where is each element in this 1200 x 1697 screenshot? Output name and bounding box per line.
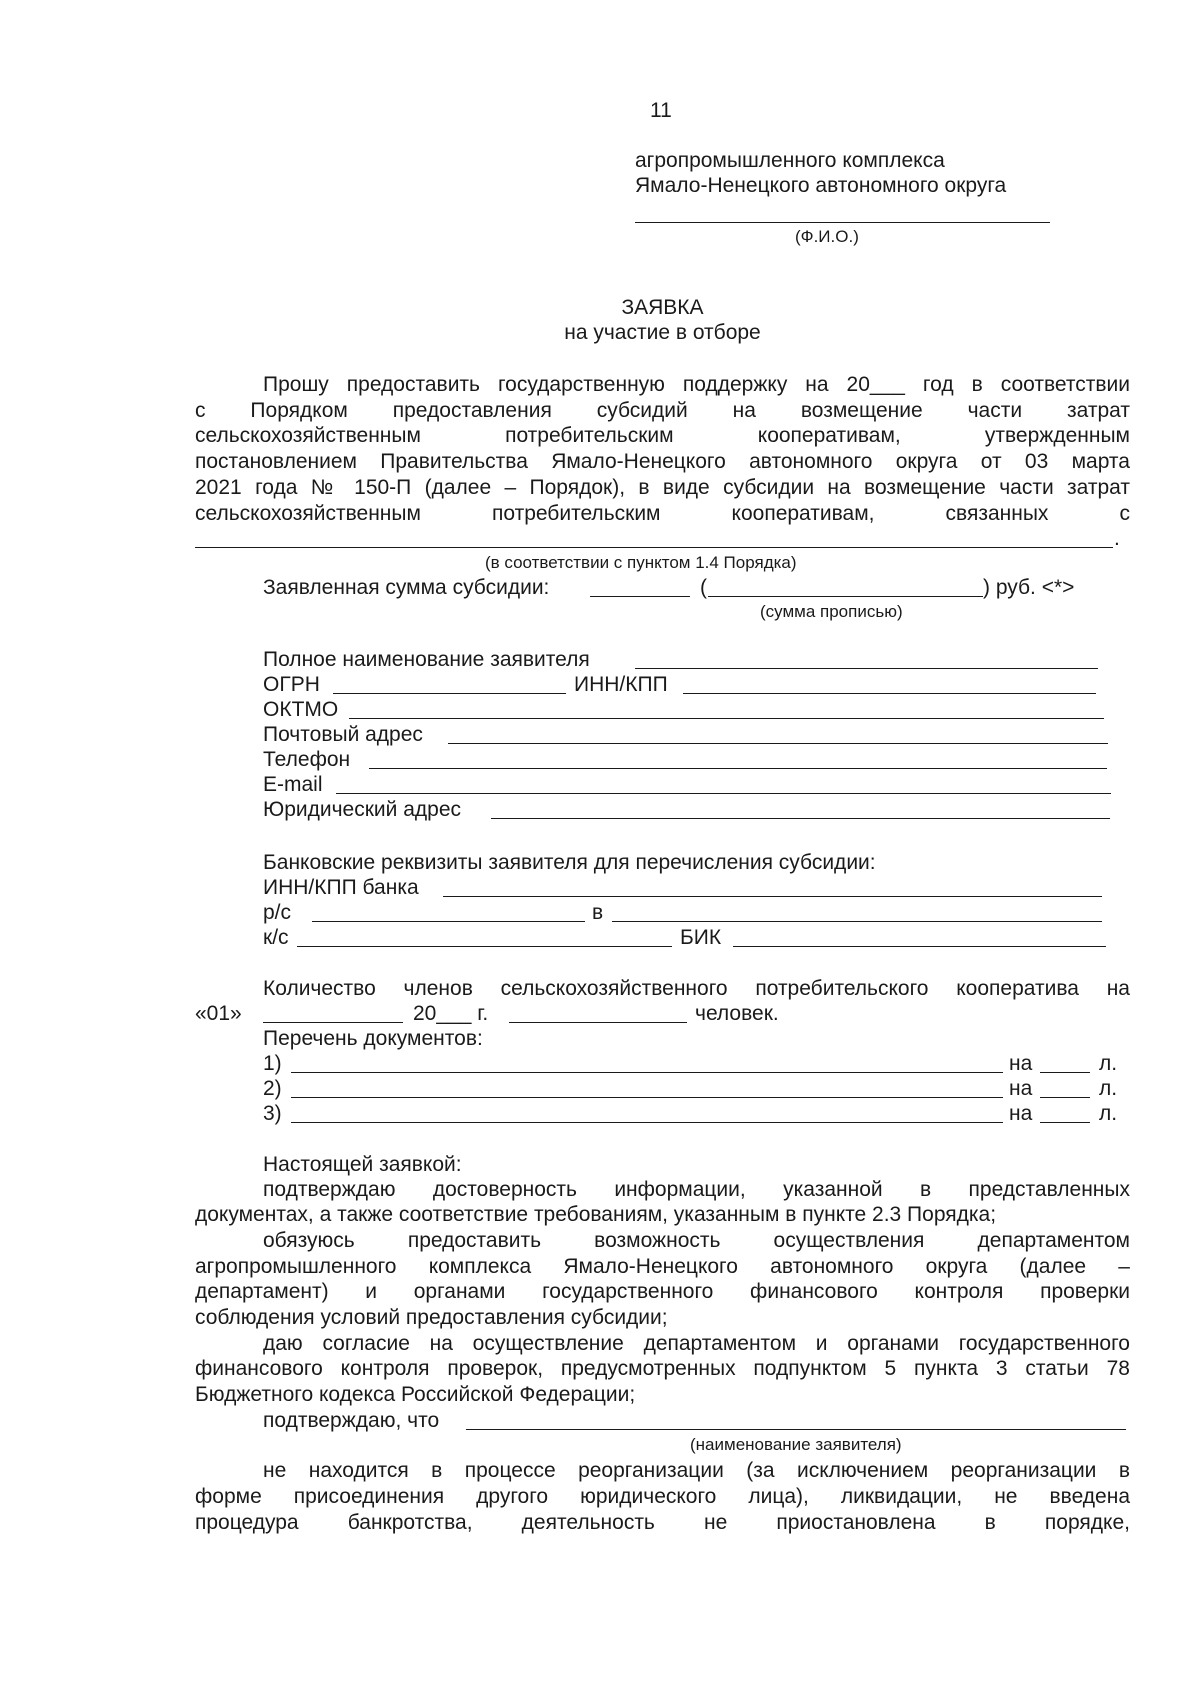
document-item-3-l: л. <box>1099 1102 1118 1125</box>
document-item-1-field[interactable] <box>291 1072 1003 1073</box>
email-field[interactable] <box>336 793 1111 794</box>
bank-name-field[interactable] <box>612 921 1102 922</box>
phone-label: Телефон <box>263 748 351 771</box>
members-year: 20___ г. <box>413 1002 489 1025</box>
rs-field[interactable] <box>312 921 585 922</box>
declaration-p2-line-2: агропромышленного комплекса Ямало-Ненецкого автономного округа (далее – <box>195 1255 1130 1278</box>
members-line-1: Количество членов сельскохозяйственного потребительского кооператива на <box>263 977 1130 1000</box>
applicant-name-field[interactable] <box>466 1429 1126 1430</box>
amount-open-paren: ( <box>700 576 707 599</box>
document-item-3-field[interactable] <box>291 1122 1003 1123</box>
declaration-p4-label: подтверждаю, что <box>263 1409 440 1432</box>
oktmo-label: ОКТМО <box>263 698 339 721</box>
declaration-p2-line-4: соблюдения условий предоставления субсидии; <box>195 1306 668 1329</box>
document-item-2-pages-field[interactable] <box>1040 1097 1090 1098</box>
members-people: человек. <box>695 1002 779 1025</box>
oktmo-field[interactable] <box>349 718 1104 719</box>
ogrn-field[interactable] <box>333 693 566 694</box>
bik-label: БИК <box>680 926 722 949</box>
declaration-p5-line-3: процедура банкротства, деятельность не приостановлена в порядке, <box>195 1511 1130 1534</box>
declaration-p2-line-3: департамент) и органами государственного финансового контроля проверки <box>195 1280 1130 1303</box>
document-item-3-num: 3) <box>263 1102 282 1125</box>
declaration-heading: Настоящей заявкой: <box>263 1153 462 1176</box>
fio-blank-line <box>635 222 1050 223</box>
declaration-p3-line-3: Бюджетного кодекса Российской Федерации; <box>195 1383 636 1406</box>
declaration-p1-line-1: подтверждаю достоверность информации, указанной в представленных <box>263 1178 1130 1201</box>
header-line-1: агропромышленного комплекса <box>635 149 945 172</box>
bank-in-label: в <box>592 901 604 924</box>
intro-line-2: с Порядком предоставления субсидий на возмещение части затрат <box>195 399 1130 422</box>
amount-words-field[interactable] <box>708 596 983 597</box>
declaration-p2-line-1: обязуюсь предоставить возможность осуществления департаментом <box>263 1229 1130 1252</box>
document-item-3-na: на <box>1009 1102 1033 1125</box>
document-title: ЗАЯВКА <box>621 296 704 319</box>
document-item-2-num: 2) <box>263 1077 282 1100</box>
bank-inn-kpp-label: ИНН/КПП банка <box>263 876 419 899</box>
document-item-1-num: 1) <box>263 1052 282 1075</box>
fio-caption: (Ф.И.О.) <box>795 227 859 246</box>
postal-address-label: Почтовый адрес <box>263 723 423 746</box>
document-item-3-pages-field[interactable] <box>1040 1122 1090 1123</box>
purpose-blank-end: . <box>1114 527 1120 550</box>
document-item-1-na: на <box>1009 1052 1033 1075</box>
ogrn-label: ОГРН <box>263 673 320 696</box>
bank-heading: Банковские реквизиты заявителя для перечисления субсидии: <box>263 851 876 874</box>
full-name-label: Полное наименование заявителя <box>263 648 590 671</box>
purpose-caption: (в соответствии с пунктом 1.4 Порядка) <box>485 553 797 572</box>
amount-digits-field[interactable] <box>590 596 690 597</box>
intro-line-3: сельскохозяйственным потребительским кооперативам, утвержденным <box>195 424 1130 447</box>
document-item-1-l: л. <box>1099 1052 1118 1075</box>
inn-kpp-label: ИНН/КПП <box>574 673 668 696</box>
members-month-field[interactable] <box>263 1022 403 1023</box>
intro-line-1: Прошу предоставить государственную поддержку на 20___ год в соответствии <box>263 373 1130 396</box>
purpose-blank-line <box>195 547 1113 548</box>
page-number: 11 <box>650 99 672 122</box>
intro-line-5: 2021 года № 150-П (далее – Порядок), в виде субсидии на возмещение части затрат <box>195 476 1130 499</box>
document-item-2-na: на <box>1009 1077 1033 1100</box>
document-item-2-field[interactable] <box>291 1097 1003 1098</box>
members-count-field[interactable] <box>509 1022 687 1023</box>
legal-address-label: Юридический адрес <box>263 798 462 821</box>
header-line-2: Ямало-Ненецкого автономного округа <box>635 174 1007 197</box>
declaration-p5-line-2: форме присоединения другого юридического лица), ликвидации, не введена <box>195 1485 1130 1508</box>
document-item-2-l: л. <box>1099 1077 1118 1100</box>
amount-close: ) руб. <*> <box>983 576 1075 599</box>
bik-field[interactable] <box>733 946 1106 947</box>
full-name-field[interactable] <box>635 668 1098 669</box>
amount-row <box>263 575 549 600</box>
declaration-p3-line-2: финансового контроля проверок, предусмотренных подпунктом 5 пункта 3 статьи 78 <box>195 1357 1130 1380</box>
members-date-prefix: «01» <box>195 1002 242 1025</box>
amount-caption: (сумма прописью) <box>760 602 903 621</box>
ks-label: к/с <box>263 926 289 949</box>
legal-address-field[interactable] <box>491 818 1110 819</box>
declaration-p5-line-1: не находится в процессе реорганизации (за исключением реорганизации в <box>263 1459 1130 1482</box>
phone-field[interactable] <box>369 768 1107 769</box>
declaration-p3-line-1: даю согласие на осуществление департаментом и органами государственного <box>263 1332 1130 1355</box>
document-item-1-pages-field[interactable] <box>1040 1072 1090 1073</box>
email-label: E-mail <box>263 773 323 796</box>
intro-line-4: постановлением Правительства Ямало-Ненецкого автономного округа от 03 марта <box>195 450 1130 473</box>
applicant-name-caption: (наименование заявителя) <box>690 1435 902 1454</box>
bank-inn-kpp-field[interactable] <box>443 896 1102 897</box>
document-subtitle: на участие в отборе <box>564 321 761 344</box>
ks-field[interactable] <box>297 946 672 947</box>
declaration-p1-line-2: документах, а также соответствие требованиям, указанным в пункте 2.3 Порядка; <box>195 1203 997 1226</box>
inn-kpp-field[interactable] <box>683 693 1096 694</box>
postal-address-field[interactable] <box>448 743 1108 744</box>
amount-label: Заявленная сумма субсидии: <box>263 576 550 599</box>
rs-label: р/с <box>263 901 292 924</box>
documents-heading: Перечень документов: <box>263 1027 483 1050</box>
intro-line-6: сельскохозяйственным потребительским кооперативам, связанных с <box>195 502 1130 525</box>
